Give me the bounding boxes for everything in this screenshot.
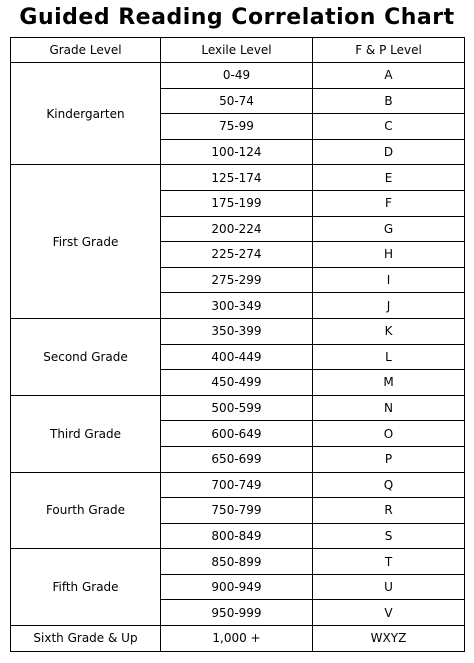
grade-level-cell: Fourth Grade [11,472,161,549]
fp-level-cell: T [313,549,465,575]
fp-level-cell: J [313,293,465,319]
fp-level-cell: S [313,523,465,549]
lexile-level-cell: 950-999 [161,600,313,626]
lexile-level-cell: 450-499 [161,370,313,396]
lexile-level-cell: 900-949 [161,574,313,600]
fp-level-cell: I [313,267,465,293]
fp-level-cell: Q [313,472,465,498]
grade-level-cell: First Grade [11,165,161,319]
fp-level-cell: L [313,344,465,370]
fp-level-cell: C [313,114,465,140]
grade-level-cell: Second Grade [11,318,161,395]
fp-level-cell: O [313,421,465,447]
header-row [11,38,465,63]
grade-level-cell: Kindergarten [11,63,161,165]
fp-level-cell: P [313,446,465,472]
lexile-level-cell: 700-749 [161,472,313,498]
fp-level-cell: K [313,318,465,344]
header-fp-level: F & P Level [313,38,465,63]
lexile-level-cell: 175-199 [161,190,313,216]
table-row [11,472,465,498]
fp-level-cell: E [313,165,465,191]
grade-level-cell: Fifth Grade [11,549,161,626]
lexile-level-cell: 400-449 [161,344,313,370]
fp-level-cell: G [313,216,465,242]
lexile-level-cell: 350-399 [161,318,313,344]
lexile-level-cell: 275-299 [161,267,313,293]
lexile-level-cell: 800-849 [161,523,313,549]
lexile-level-cell: 750-799 [161,498,313,524]
lexile-level-cell: 75-99 [161,114,313,140]
lexile-level-cell: 50-74 [161,88,313,114]
table-row [11,63,465,89]
fp-level-cell: H [313,242,465,268]
grade-level-cell: Third Grade [11,395,161,472]
table-row [11,626,465,652]
table-row [11,165,465,191]
table-row [11,549,465,575]
table-body [11,63,465,652]
fp-level-cell: B [313,88,465,114]
lexile-level-cell: 200-224 [161,216,313,242]
lexile-level-cell: 650-699 [161,446,313,472]
lexile-level-cell: 1,000 + [161,626,313,652]
lexile-level-cell: 850-899 [161,549,313,575]
lexile-level-cell: 300-349 [161,293,313,319]
header-lexile-level: Lexile Level [161,38,313,63]
fp-level-cell: D [313,139,465,165]
lexile-level-cell: 225-274 [161,242,313,268]
fp-level-cell: N [313,395,465,421]
lexile-level-cell: 125-174 [161,165,313,191]
lexile-level-cell: 0-49 [161,63,313,89]
chart-title: Guided Reading Correlation Chart [19,5,455,30]
lexile-level-cell: 600-649 [161,421,313,447]
fp-level-cell: R [313,498,465,524]
fp-level-cell: U [313,574,465,600]
fp-level-cell: F [313,190,465,216]
header-grade-level: Grade Level [11,38,161,63]
fp-level-cell: M [313,370,465,396]
lexile-level-cell: 500-599 [161,395,313,421]
fp-level-cell: WXYZ [313,626,465,652]
fp-level-cell: V [313,600,465,626]
fp-level-cell: A [313,63,465,89]
table-row [11,318,465,344]
grade-level-cell: Sixth Grade & Up [11,626,161,652]
correlation-table [10,37,465,652]
lexile-level-cell: 100-124 [161,139,313,165]
table-row [11,395,465,421]
